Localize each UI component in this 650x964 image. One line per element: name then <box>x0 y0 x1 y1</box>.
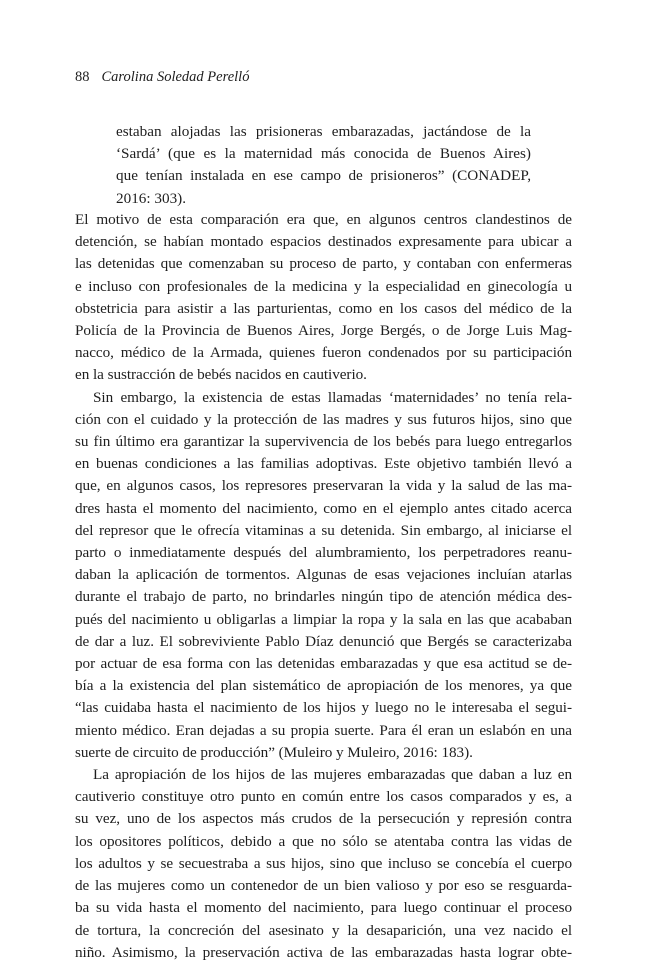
text-line: El motivo de esta comparación era que, en algunos centros clandestinos de <box>75 211 572 228</box>
text-line: Policía de la Provincia de Buenos Aires, Jorge Bergés, o de Jorge Luis Mag- <box>75 322 572 340</box>
text-line: bía a la existencia del plan sistemático de apropiación de los menores, ya que <box>75 677 572 695</box>
text-line: e incluso con profesionales de la medicina y la especialidad en ginecología u <box>75 277 572 295</box>
quote-line: ‘Sardá’ (que es la maternidad más conocida de Buenos Aires) <box>116 145 531 163</box>
text-line: ba su vida hasta el momento del nacimiento, para luego continuar el proceso <box>75 899 572 917</box>
text-line: su vez, uno de los aspectos más crudos de la persecución y represión contra <box>75 810 572 828</box>
running-head <box>75 68 249 86</box>
text-line: pués del nacimiento u obligarlas a limpiar la ropa y la sala en las que acababan <box>75 610 572 628</box>
text-line: en la sustracción de bebés nacidos en cautiverio. <box>75 366 367 384</box>
text-line: miento médico. Eran dejadas a su propia suerte. Para él eran un eslabón en una <box>75 721 572 739</box>
text-line: los adultos y se secuestraba a sus hijos, sino que incluso se concebía el cuerpo <box>75 854 572 872</box>
paragraph-3 <box>75 764 572 964</box>
paragraph-2 <box>75 387 572 764</box>
page-number: 88 <box>75 69 90 85</box>
text-line: Sin embargo, la existencia de estas llamadas ‘maternidades’ no tenía rela- <box>93 388 572 406</box>
quote-line: estaban alojadas las prisioneras embarazadas, jactándose de la <box>116 123 531 140</box>
body-text <box>75 209 572 964</box>
text-line: las detenidas que comenzaban su proceso de parto, y contaban con enfermeras <box>75 255 572 273</box>
block-quote <box>116 121 531 210</box>
text-line: “las cuidaba hasta el nacimiento de los hijos y luego no le interesaba el segui- <box>75 699 572 717</box>
text-line: detención, se habían montado espacios destinados expresamente para ubicar a <box>75 233 572 251</box>
text-line: que, en algunos casos, los represores preservaran la vida y la salud de las ma- <box>75 477 572 495</box>
text-line: daban la aplicación de tormentos. Algunas de esas vejaciones incluían atarlas <box>75 566 572 584</box>
text-line: de dar a luz. El sobreviviente Pablo Díaz denunció que Bergés se caracterizaba <box>75 632 572 650</box>
text-line: por actuar de esa forma con las detenidas embarazadas y que esa actitud se de- <box>75 655 572 673</box>
quote-line: 2016: 303). <box>116 189 187 207</box>
text-line: su fin último era garantizar la supervivencia de los bebés para luego entregarlos <box>75 433 572 451</box>
text-line: niño. Asimismo, la preservación activa de las embarazadas hasta lograr obte- <box>75 943 572 961</box>
text-line: del represor que le ofrecía vitaminas a su detenida. Sin embargo, al iniciarse el <box>75 521 572 539</box>
paragraph-1 <box>75 209 572 387</box>
text-line: en buenas condiciones a las familias adoptivas. Este objetivo también llevó a <box>75 455 572 473</box>
text-line: ción con el cuidado y la protección de las madres y sus futuros hijos, sino que <box>75 410 572 428</box>
running-head-author: Carolina Soledad Perelló <box>101 69 250 85</box>
text-line: dres hasta el momento del nacimiento, como en el ejemplo antes citado acerca <box>75 499 572 517</box>
text-line: de las mujeres como un contenedor de un bien valioso y por eso se resguarda- <box>75 877 572 895</box>
text-line: los opositores políticos, debido a que no sólo se atentaba contra las vidas de <box>75 832 572 850</box>
text-line: parto o inmediatamente después del alumbramiento, los perpetradores reanu- <box>75 544 572 562</box>
text-line: nacco, médico de la Armada, quienes fueron condenados por su participación <box>75 344 572 362</box>
text-line: durante el trabajo de parto, no brindarles ningún tipo de atención médica des- <box>75 588 572 606</box>
text-line: suerte de circuito de producción” (Muleiro y Muleiro, 2016: 183). <box>75 743 473 761</box>
text-line: obstetricia para asistir a las parturientas, como en los casos del médico de la <box>75 299 572 317</box>
text-line: La apropiación de los hijos de las mujeres embarazadas que daban a luz en <box>93 766 572 784</box>
quote-line: que tenían instalada en ese campo de prisioneros” (CONADEP, <box>116 167 531 185</box>
text-line: cautiverio constituye otro punto en común entre los casos comparados y es, a <box>75 788 572 806</box>
text-line: de tortura, la concreción del asesinato y la desaparición, una vez nacido el <box>75 921 572 939</box>
